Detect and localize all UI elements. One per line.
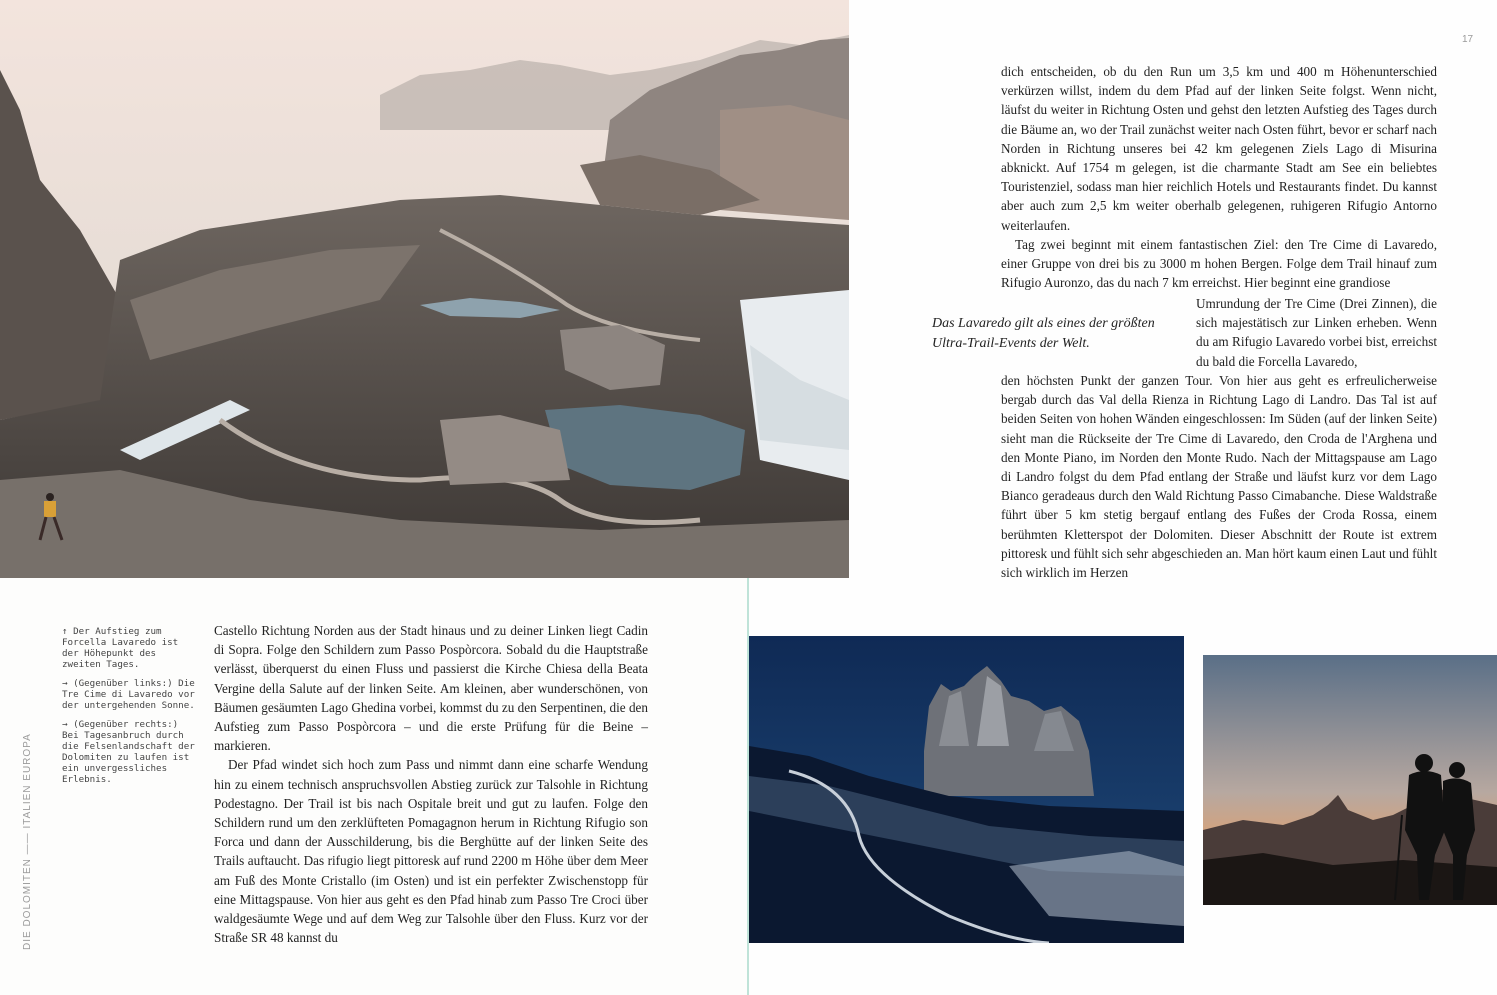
right-paragraph-2-rest: den höchsten Punkt der ganzen Tour. Von hier aus geht es erfreulicherweise bergab durch das Val della Rienza in Richtung Lago di Landro. Das Tal ist auf beiden Seiten von hohen Wänden eingeschlossen: Im Süden (auf der linken Seite) sieht man die Rückseite der Tre Cime di Lavaredo, den Croda de l'Arghena und den Monte Piano, im Norden den Monte Rudo. Nach der Mittagspause am Lago di Landro folgst du dem Pfad entlang der Straße und läufst kurz vor dem Lago Bianco geradeaus durch den Wald Richtung Passo Cimabanche. Diese Waldstraße führt über 5 km stetig bergauf entlang des Fußes der Croda Rossa, einem berühmten Kletterspot der Dolomiten. Dieser Abschnitt der Route ist extrem pittoresk und fühlt sich sehr abgeschieden an. Man hört kaum einen Laut und fühlt sich wirklich im Herzen [1001, 373, 1437, 581]
running-head: DIE DOLOMITEN —— ITALIEN EUROPA [22, 733, 33, 950]
photo-captions [62, 626, 198, 793]
page-number: 17 [1462, 34, 1474, 45]
photo-tre-cime-night [749, 636, 1184, 943]
left-paragraph-1: Castello Richtung Norden aus der Stadt hinaus und zu deiner Linken liegt Cadin di Sopra. Folge den Schildern zum Passo Pospòrcora. Sobald du die Hauptstraße verlässt, überquerst du einen Fluss und passierst die Kirche Chiesa della Beata Vergine della Salute auf der linken Seite. Am kleinen, aber wunderschönen, von Bäumen gesäumten Lago Ghedina vorbei, kommst du zu den Serpentinen, die den Aufstieg zum Passo Pospòrcora – und die erste Prüfung für die Beine – markieren. [214, 623, 648, 754]
right-paragraph-2-indented: Umrundung der Tre Cime (Drei Zinnen), die sich majestätisch zur Linken erheben. Wenn du am Rifugio Lavaredo vorbei bist, erreichst du bald die Forcella Lavaredo, [1196, 296, 1437, 369]
caption-night-photo: → (Gegenüber links:) Die Tre Cime di Lavaredo vor der untergehenden Sonne. [62, 678, 195, 711]
right-body-text-bottom [1001, 371, 1437, 582]
left-paragraph-2: Der Pfad windet sich hoch zum Pass und nimmt dann eine scharfe Wendung hin zu einem technisch anspruchsvollen Abstieg zurück zur Talsohle in Richtung Podestagno. Der Trail ist bis nach Ospitale breit und gut zu laufen. Folge den Schildern rund um den zerklüfteten Pomagagnon herum in Richtung Rifugio son Forca und dann der Ausschilderung, bis die Berghütte auf der linken Seite des Trails auftaucht. Das rifugio liegt pittoresk auf rund 2200 m Höhe über dem Meer am Fuß des Monte Cristallo (im Osten) und ist ein perfekter Zwischenstopp für eine Mittagspause. Von hier aus geht es den Pfad hinab zum Passo Tre Croci über waldgesäumte Wege und auf dem Weg zur Talsohle über den Fluss. Kurz vor der Straße SR 48 kannst du [214, 757, 648, 946]
caption-sunrise-photo: → (Gegenüber rechts:) Bei Tagesanbruch durch die Felsenlandschaft der Dolomiten zu laufen ist ein unvergessliches Erlebnis. [62, 719, 195, 785]
right-paragraph-1: dich entscheiden, ob du den Run um 3,5 km und 400 m Höhenunterschied verkürzen willst, indem du dem Pfad auf der linken Seite folgst. Wenn nicht, läufst du weiter in Richtung Osten und gehst den letzten Aufstieg des Tages durch die Bäume an, wo der Trail zunächst weiter nach Osten führt, bevor er scharf nach Norden in Richtung unseres bei 42 km gelegenen Ziels Lago di Misurina abknickt. Auf 1754 m gelegen, ist die charmante Stadt am See ein beliebtes Touristenziel, sodass man hier reichlich Hotels und Restaurants findet. Du kannst aber auch zum 2,5 km weiter oberhalb gelegenen, ruhigeren Rifugio Antorno weiterlaufen. [1001, 64, 1437, 233]
right-body-text-top [1001, 62, 1437, 292]
right-paragraph-2-intro: Tag zwei beginnt mit einem fantastischen Ziel: den Tre Cime di Lavaredo, einer Gruppe von drei bis zu 3000 m hohen Bergen. Folge dem Trail hinauf zum Rifugio Auronzo, das du nach 7 km erreichst. Hier beginnt eine grandiose [1001, 236, 1437, 291]
caption-main-photo: ↑ Der Aufstieg zum Forcella Lavaredo ist der Höhepunkt des zweiten Tages. [62, 626, 179, 670]
pull-quote: Das Lavaredo gilt als eines der größten Ultra-Trail-Events der Welt. [932, 316, 1155, 351]
photo-forcella-lavaredo-ascent [0, 0, 849, 578]
right-body-text-indented [1196, 294, 1437, 371]
photo-sunrise-runners [1203, 655, 1497, 905]
left-body-text [214, 621, 648, 947]
